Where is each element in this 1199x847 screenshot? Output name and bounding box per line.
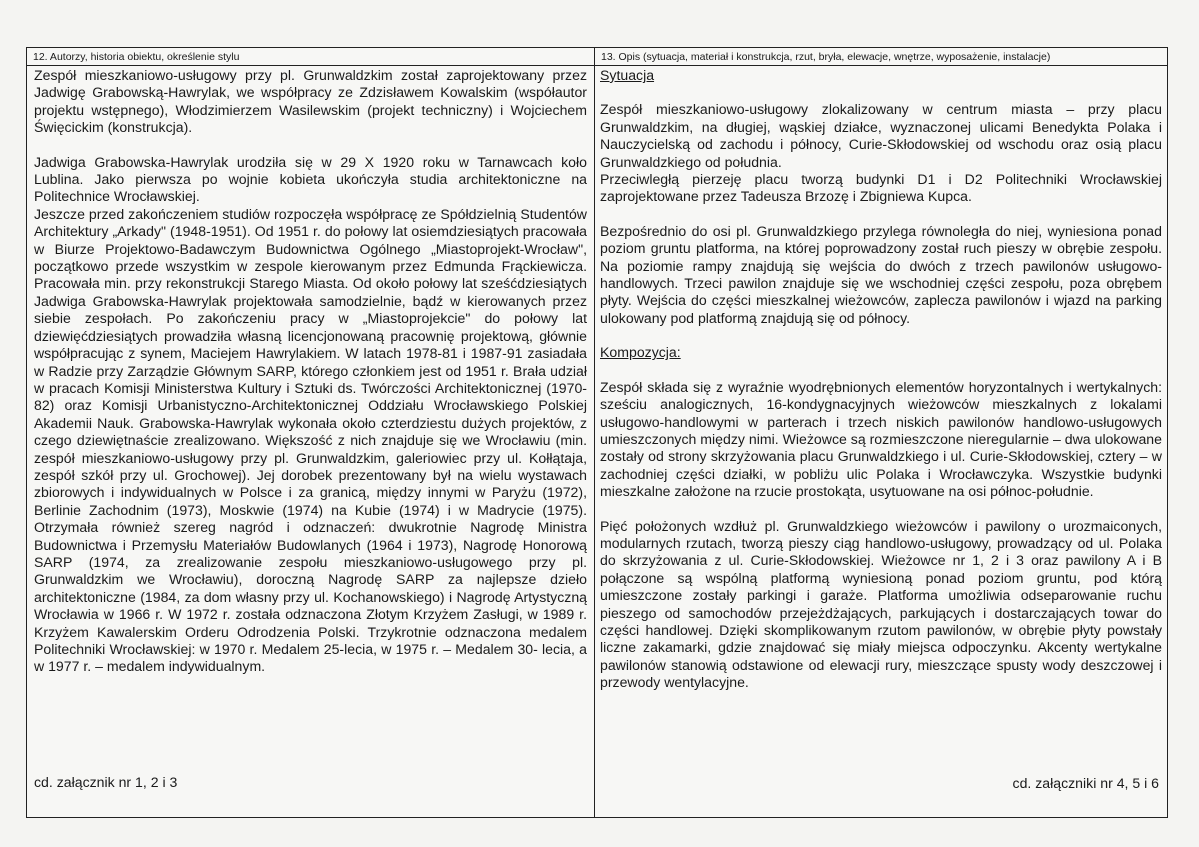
column-divider — [594, 48, 595, 817]
biography-paragraph: Jadwiga Grabowska-Hawrylak urodziła się w 29 X 1920 roku w Tarnawcach koło Lublina. Jako pierwsza po wojnie kobieta ukończyła studia architektoniczne na Politechnice Wrocławskiej. — [34, 153, 587, 205]
composition-heading: Kompozycja: — [600, 344, 681, 361]
career-paragraph: Jeszcze przed zakończeniem studiów rozpoczęła współpracę ze Spółdzielnią Studentów Architektury „Arkady" (1948-1951). Od 1951 r. do połowy lat osiemdziesiątych pracowała w Biurze Projektowo-Badawczym Budownictwa Ogólnego „Miastoprojekt-Wrocław", początkowo przede wszystkim w zespole kierowanym przez Edmunda Frąckiewicza. Pracowała min. przy rekonstrukcji Starego Miasta. Od około połowy lat sześćdziesiątych Jadwiga Grabowska-Hawrylak projektowała samodzielnie, bądź w kierowanych przez siebie zespołach. Po zakończeniu pracy w „Miastoprojekcie" do połowy lat dziewięćdziesiątych prowadziła własną licencjonowaną pracownię projektową, głównie współpracując z synem, Maciejem Hawrylakiem. W latach 1978-81 i 1987-91 zasiadała w Radzie przy Zarządzie Głównym SARP, którego członkiem jest od 1951 r. Brała udział w pracach Komisji Ministerstwa Kultury i Sztuki ds. Twórczości Architektonicznej (1970-82) oraz Komisji Urbanistyczno-Architektonicznej Oddziału Wrocławskiego Polskiej Akademii Nauk. Grabowska-Hawrylak wykonała około czterdziestu dużych projektów, z czego dziewiętnaście zrealizowano. Większość z nich znajduje się we Wrocławiu (min. zespół mieszkaniowo-usługowy przy pl. Grunwaldzkim, galeriowiec przy ul. Kołłątaja, zespół szkół przy ul. Grochowej). Jej dorobek prezentowany był na wielu wystawach zbiorowych i indywidualnych w Polsce i za granicą, między innymi w Paryżu (1972), Berlinie Zachodnim (1973), Moskwie (1974) na Kubie (1974) i w Madrycie (1975). Otrzymała również szereg nagród i odznaczeń: dwukrotnie Nagrodę Ministra Budownictwa i Przemysłu Materiałów Budowlanych (1964 i 1973), Nagrodę Honorową SARP (1974, za zrealizowanie zespołu mieszkaniowo-usługowego przy pl. Grunwaldzkim we Wrocławiu), doroczną Nagrodę SARP za najlepsze dzieło architektoniczne (1984, za dom własny przy ul. Kochanowskiego) i Nagrodę Artystyczną Wrocławia w 1966 r. W 1972 r. została odznaczona Złotym Krzyżem Zasługi, w 1989 r. Krzyżem Kawalerskim Orderu Odrodzenia Polski. Trzykrotnie odznaczona medalem Politechniki Wrocławskiej: w 1970 r. Medalem 25-lecia, w 1975 r. – Medalem 30- lecia, a w 1977 r. – medalem indywidualnym. — [34, 205, 587, 675]
attachments-reference-right: cd. załączniki nr 4, 5 i 6 — [1012, 775, 1159, 791]
left-column — [34, 67, 587, 676]
attachments-reference-left: cd. załącznik nr 1, 2 i 3 — [34, 774, 178, 790]
header-authors-history: 12. Autorzy, historia obiektu, określenie stylu — [27, 48, 594, 66]
situation-heading: Sytuacja — [600, 67, 655, 83]
authors-paragraph: Zespół mieszkaniowo-usługowy przy pl. Grunwaldzkim został zaprojektowany przez Jadwigę Grabowską-Hawrylak, we współpracy ze Zdzisławem Kowalskim (współautor projektu wstępnego), Włodzimierzem Wasilewskim (projekt techniczny) i Wojciechem Święcickim (konstrukcja). — [34, 67, 587, 136]
composition-paragraph: Zespół składa się z wyraźnie wyodrębnionych elementów horyzontalnych i wertykalnych: sześciu analogicznych, 16-kondygnacyjnych wieżowców mieszkalnych z lokalami usługowo-handlowymi w parterach i trzech niskich pawilonów handlowo-usługowych umieszczonych między nimi. Wieżowce są rozmieszczone nieregularnie – dwa ulokowane zostały od strony skrzyżowania placu Grunwaldzkiego i ul. Curie-Skłodowskiej, cztery – w zachodniej części działki, w pobliżu ulic Polaka i Wrocławczyka. Wszystkie budynki mieszkalne założone na rzucie prostokąta, usytuowane na osi północ-południe. — [600, 378, 1162, 500]
header-description: 13. Opis (sytuacja, materiał i konstrukcja, rzut, bryła, elewacje, wnętrze, wyposażenie, instalacje) — [595, 48, 1167, 66]
opposite-frontage-paragraph: Przeciwległą pierzeję placu tworzą budynki D1 i D2 Politechniki Wrocławskiej zaprojektowane przez Tadeusza Brzozę i Zbigniewa Kupca. — [600, 171, 1162, 205]
document-sheet — [26, 47, 1168, 818]
pedestrian-route-paragraph: Pięć położonych wzdłuż pl. Grunwaldzkiego wieżowców i pawilony o urozmaiconych, modularnych rzutach, tworzą pieszy ciąg handlowo-usługowy, prowadzący od ul. Polaka do skrzyżowania z ul. Curie-Skłodowskiej. Wieżowce nr 1, 2 i 3 oraz pawilony A i B połączone są wspólną platformą wyniesioną ponad poziom gruntu, pod którą umieszczone zostały parkingi i garaże. Platforma umożliwia odseparowanie ruchu pieszego od samochodów przejeżdżających, parkujących i dostarczających towar do części handlowej. Dzięki skomplikowanym rzutom pawilonów, w obrębie płyty powstały liczne zakamarki, gdzie znajdować się miały miejsca odpoczynku. Akcenty wertykalne pawilonów stanowią odstawione od elewacji rury, mieszczące spusty wody deszczowej i przewody wentylacyjne. — [600, 517, 1162, 691]
right-column — [600, 67, 1162, 692]
platform-paragraph: Bezpośrednio do osi pl. Grunwaldzkiego przylega równoległa do niej, wyniesiona ponad poziom gruntu platforma, na której poprowadzony został ruch pieszy w obrębie zespołu. Na poziomie rampy znajdują się wejścia do dwóch z trzech pawilonów usługowo-handlowych. Trzeci pawilon znajduje się we wschodniej części zespołu, poza obrębem płyty. Wejścia do części mieszkalnej wieżowców, zaplecza pawilonów i wjazd na parking ulokowany pod platformą znajdują się od północy. — [600, 222, 1162, 326]
location-paragraph: Zespół mieszkaniowo-usługowy zlokalizowany w centrum miasta – przy placu Grunwaldzkim, na długiej, wąskiej działce, wyznaczonej ulicami Benedykta Polaka i Nauczycielską od zachodu i północy, Curie-Skłodowskiej od wschodu oraz osią placu Grunwaldzkiego od południa. — [600, 101, 1162, 170]
